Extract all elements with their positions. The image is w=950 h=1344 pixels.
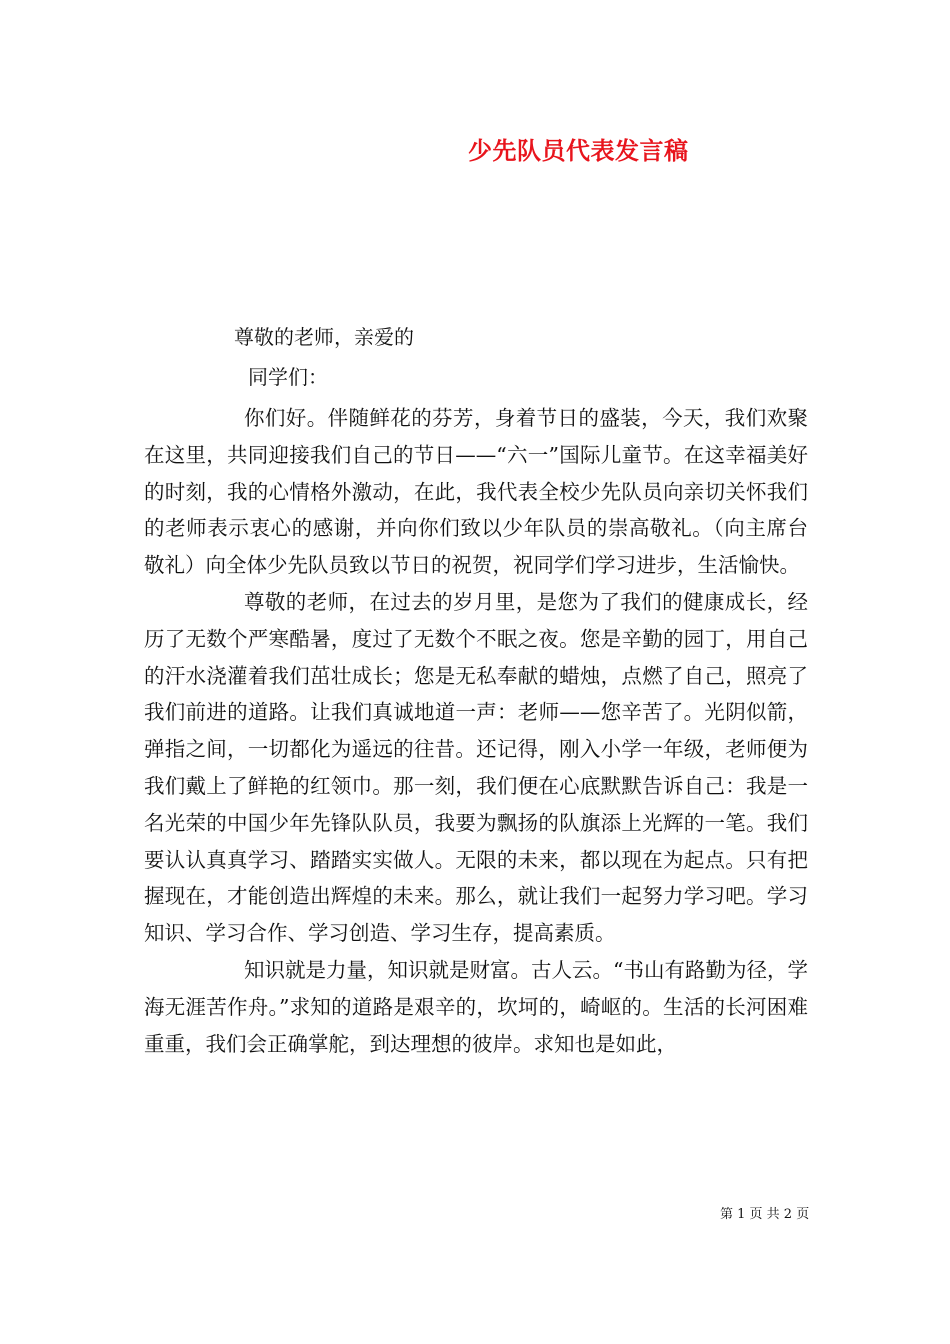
salutation-line-1: 尊敬的老师，亲爱的	[234, 325, 414, 349]
paragraph-3: 知识就是力量，知识就是财富。古人云。“书山有路勤为径，学海无涯苦作舟。”求知的道路是艰辛的，坎坷的，崎岖的。生活的长河困难重重，我们会正确掌舵，到达理想的彼岸。求知也是如此，	[144, 957, 808, 1056]
paragraph-2: 尊敬的老师，在过去的岁月里，是您为了我们的健康成长，经历了无数个严寒酷暑，度过了无数个不眠之夜。您是辛勤的园丁，用自己的汗水浇灌着我们茁壮成长；您是无私奉献的蜡烛，点燃了自己，照亮了我们前进的道路。让我们真诚地道一声：老师——您辛苦了。光阴似箭，弹指之间，一切都化为遥远的往昔。还记得，刚入小学一年级，老师便为我们戴上了鲜艳的红领巾。那一刻，我们便在心底默默告诉自己：我是一名光荣的中国少年先锋队队员，我要为飘扬的队旗添上光辉的一笔。我们要认认真真学习、踏踏实实做人。无限的未来，都以现在为起点。只有把握现在，才能创造出辉煌的未来。那么，就让我们一起努力学习吧。学习知识、学习合作、学习创造、学习生存，提高素质。	[144, 589, 808, 946]
paragraph-1: 你们好。伴随鲜花的芬芳，身着节日的盛装，今天，我们欢聚在这里，共同迎接我们自己的节日——“六一”国际儿童节。在这幸福美好的时刻，我的心情格外激动，在此，我代表全校少先队员向亲切关怀我们的老师表示衷心的感谢，并向你们致以少年队员的崇高敬礼。（向主席台敬礼）向全体少先队员致以节日的祝贺，祝同学们学习进步，生活愉快。	[144, 406, 808, 578]
salutation-line-2: 同学们：	[248, 365, 328, 389]
document-title: 少先队员代表发言稿	[468, 136, 689, 165]
document-body	[144, 400, 808, 1062]
page-number-footer: 第 1 页 共 2 页	[720, 1207, 810, 1222]
